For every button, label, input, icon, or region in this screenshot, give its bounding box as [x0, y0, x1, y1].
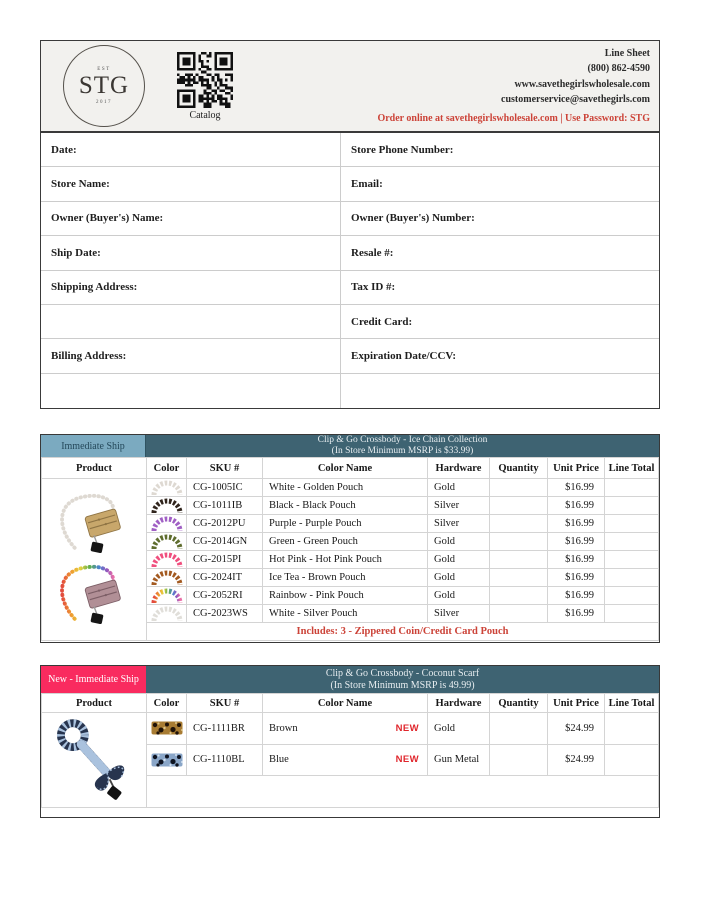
- color-name-cell: [263, 479, 428, 497]
- color-name-text: Green - Green Pouch: [269, 536, 358, 547]
- color-swatch: [147, 479, 187, 497]
- color-name-cell: [263, 515, 428, 533]
- hardware-value: Silver: [428, 497, 490, 515]
- color-swatch: [147, 497, 187, 515]
- hardware-value: Gold: [428, 587, 490, 605]
- sku-value: CG-2023WS: [187, 605, 263, 623]
- color-name-cell: [263, 551, 428, 569]
- unit-price-value: $16.99: [548, 533, 605, 551]
- customer-service-email[interactable]: customerservice@savethegirls.com: [501, 94, 650, 106]
- form-field-tax-id: Tax ID #:: [341, 271, 659, 305]
- line-total-cell: [605, 515, 659, 533]
- product-photo-chain-pouch: [50, 489, 138, 559]
- new-badge: NEW: [395, 722, 419, 734]
- line-total-cell: [605, 587, 659, 605]
- product-table-section-ice-chain: [40, 434, 660, 643]
- form-field-expiration-ccv: Expiration Date/CCV:: [341, 339, 659, 373]
- hardware-value: Gold: [428, 713, 490, 745]
- table-title: Clip & Go Crossbody - Coconut Scarf: [325, 667, 480, 679]
- product-photo-chain-pouch: [50, 560, 138, 630]
- sku-value: CG-1005IC: [187, 479, 263, 497]
- column-header-unit-price: Unit Price: [548, 694, 605, 713]
- column-header-line-total: Line Total: [605, 458, 659, 479]
- catalog-qr-code: [177, 52, 233, 108]
- form-field-resale-number: Resale #:: [341, 236, 659, 270]
- color-name-cell: [263, 533, 428, 551]
- column-header-color: Color: [147, 458, 187, 479]
- order-online-line[interactable]: Order online at savethegirlswholesale.com | Use Password: STG: [377, 112, 650, 124]
- sku-value: CG-1111BR: [187, 713, 263, 745]
- form-field-store-phone: Store Phone Number:: [341, 133, 659, 167]
- unit-price-value: $16.99: [548, 497, 605, 515]
- form-cell-blank-2: [41, 374, 341, 408]
- hardware-value: Gold: [428, 569, 490, 587]
- hardware-value: Gold: [428, 551, 490, 569]
- unit-price-value: $24.99: [548, 744, 605, 776]
- includes-note: Includes: 3 - Zippered Coin/Credit Card Pouch: [147, 623, 659, 641]
- table-title: Clip & Go Crossbody - Ice Chain Collection: [317, 435, 488, 445]
- table-title-block: [146, 666, 659, 693]
- line-total-cell: [605, 569, 659, 587]
- column-header-sku: SKU #: [187, 694, 263, 713]
- table-subtitle: (In Store Minimum MSRP is 49.99): [330, 679, 475, 691]
- contact-block: [377, 46, 659, 127]
- product-row-CG-1111BR: [42, 713, 659, 745]
- hardware-value: Gold: [428, 479, 490, 497]
- color-name-cell: [263, 713, 428, 745]
- product-table-section-coconut-scarf: [40, 665, 660, 818]
- quantity-cell: [490, 713, 548, 745]
- line-total-cell: [605, 551, 659, 569]
- quantity-cell: [490, 533, 548, 551]
- logo-est-text: EST: [97, 67, 111, 72]
- form-cell-blank-1: [41, 305, 341, 339]
- line-total-cell: [605, 479, 659, 497]
- column-header-unit-price: Unit Price: [548, 458, 605, 479]
- color-swatch: [147, 569, 187, 587]
- line-total-cell: [605, 713, 659, 745]
- color-swatch: [147, 713, 187, 745]
- form-field-billing-address: Billing Address:: [41, 339, 341, 373]
- line-total-cell: [605, 533, 659, 551]
- hardware-value: Silver: [428, 515, 490, 533]
- unit-price-value: $16.99: [548, 569, 605, 587]
- table-subtitle: (In Store Minimum MSRP is $33.99): [331, 446, 474, 456]
- header: [40, 40, 660, 132]
- product-table: [41, 457, 659, 641]
- line-total-cell: [605, 744, 659, 776]
- column-header-sku: SKU #: [187, 458, 263, 479]
- color-swatch: [147, 587, 187, 605]
- color-swatch: [147, 605, 187, 623]
- product-row-CG-1005IC: [42, 479, 659, 497]
- quantity-cell: [490, 587, 548, 605]
- color-name-cell: [263, 744, 428, 776]
- color-swatch: [147, 515, 187, 533]
- line-total-cell: [605, 605, 659, 623]
- sku-value: CG-2015PI: [187, 551, 263, 569]
- sku-value: CG-2052RI: [187, 587, 263, 605]
- column-header-product: Product: [42, 458, 147, 479]
- sku-value: CG-2014GN: [187, 533, 263, 551]
- unit-price-value: $16.99: [548, 479, 605, 497]
- product-image-cell: [42, 713, 147, 808]
- line-sheet-label: Line Sheet: [604, 47, 650, 59]
- form-field-owner-name: Owner (Buyer's) Name:: [41, 202, 341, 236]
- table-title-block: [146, 435, 659, 457]
- form-field-date: Date:: [41, 133, 341, 167]
- sku-value: CG-2012PU: [187, 515, 263, 533]
- hardware-value: Gold: [428, 533, 490, 551]
- form-field-store-name: Store Name:: [41, 167, 341, 201]
- new-immediate-ship-badge: New - Immediate Ship: [41, 666, 146, 693]
- color-name-cell: [263, 605, 428, 623]
- column-header-hardware: Hardware: [428, 458, 490, 479]
- sku-value: CG-1110BL: [187, 744, 263, 776]
- quantity-cell: [490, 479, 548, 497]
- immediate-ship-badge: Immediate Ship: [41, 435, 146, 457]
- unit-price-value: $16.99: [548, 515, 605, 533]
- table-banner: [41, 435, 659, 457]
- quantity-cell: [490, 515, 548, 533]
- product-image-cell: [42, 479, 147, 641]
- color-name-text: Purple - Purple Pouch: [269, 518, 362, 529]
- color-name-text: Black - Black Pouch: [269, 500, 356, 511]
- new-badge: NEW: [395, 754, 419, 766]
- logo-year-text: 2017: [96, 100, 112, 105]
- sku-value: CG-1011IB: [187, 497, 263, 515]
- color-name-text: Blue: [269, 754, 289, 766]
- color-name-text: Rainbow - Pink Pouch: [269, 590, 364, 601]
- form-cell-blank-3: [341, 374, 659, 408]
- column-header-line-total: Line Total: [605, 694, 659, 713]
- color-name-text: Brown: [269, 722, 298, 734]
- logo-name-text: STG: [78, 72, 130, 99]
- color-swatch: [147, 533, 187, 551]
- form-field-owner-number: Owner (Buyer's) Number:: [341, 202, 659, 236]
- hardware-value: Silver: [428, 605, 490, 623]
- column-header-color-name: Color Name: [263, 694, 428, 713]
- unit-price-value: $16.99: [548, 551, 605, 569]
- unit-price-value: $24.99: [548, 713, 605, 745]
- column-header-hardware: Hardware: [428, 694, 490, 713]
- form-field-credit-card: Credit Card:: [341, 305, 659, 339]
- column-header-color-name: Color Name: [263, 458, 428, 479]
- color-name-text: White - Silver Pouch: [269, 608, 358, 619]
- column-header-color: Color: [147, 694, 187, 713]
- color-name-text: Hot Pink - Hot Pink Pouch: [269, 554, 382, 565]
- line-total-cell: [605, 497, 659, 515]
- product-photo-scarf: [48, 714, 140, 806]
- quantity-cell: [490, 569, 548, 587]
- product-table: [41, 693, 659, 808]
- qr-caption: Catalog: [189, 109, 221, 121]
- quantity-cell: [490, 605, 548, 623]
- column-header-product: Product: [42, 694, 147, 713]
- column-header-row: [42, 458, 659, 479]
- form-field-ship-date: Ship Date:: [41, 236, 341, 270]
- order-form: [40, 132, 660, 409]
- column-header-quantity: Quantity: [490, 458, 548, 479]
- table-banner: [41, 666, 659, 693]
- website-url[interactable]: www.savethegirlswholesale.com: [514, 78, 650, 90]
- qr-block: [177, 52, 233, 121]
- column-header-quantity: Quantity: [490, 694, 548, 713]
- color-name-cell: [263, 497, 428, 515]
- color-swatch: [147, 744, 187, 776]
- color-name-cell: [263, 569, 428, 587]
- quantity-cell: [490, 497, 548, 515]
- color-name-text: White - Golden Pouch: [269, 482, 364, 493]
- color-name-cell: [263, 587, 428, 605]
- column-header-row: [42, 694, 659, 713]
- quantity-cell: [490, 744, 548, 776]
- color-name-text: Ice Tea - Brown Pouch: [269, 572, 366, 583]
- sku-value: CG-2024IT: [187, 569, 263, 587]
- form-field-shipping-address: Shipping Address:: [41, 271, 341, 305]
- unit-price-value: $16.99: [548, 605, 605, 623]
- unit-price-value: $16.99: [548, 587, 605, 605]
- quantity-cell: [490, 551, 548, 569]
- hardware-value: Gun Metal: [428, 744, 490, 776]
- stg-logo: [63, 45, 145, 127]
- form-field-email: Email:: [341, 167, 659, 201]
- phone-number: (800) 862-4590: [587, 63, 650, 75]
- color-swatch: [147, 551, 187, 569]
- empty-area: [147, 776, 659, 808]
